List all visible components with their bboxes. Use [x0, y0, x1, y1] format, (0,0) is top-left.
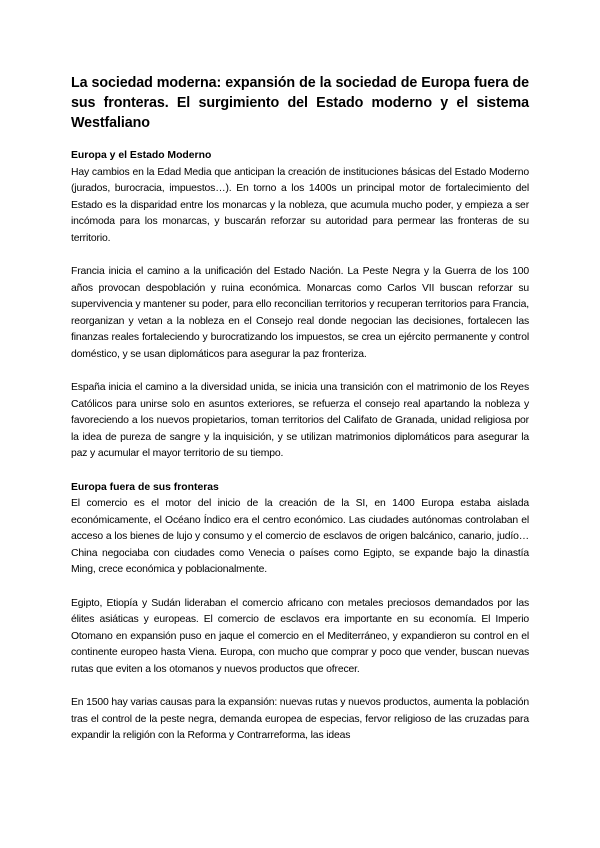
paragraph: En 1500 hay varias causas para la expansión: nuevas rutas y nuevos productos, aumenta la población tras el control de la peste negra, demanda europea de especias, fervor religioso de las cruzadas para expandir la religión con la Reforma y Contrarreforma, las ideas [71, 697, 529, 741]
section-heading: Europa fuera de sus fronteras [71, 481, 219, 493]
paragraph: Egipto, Etiopía y Sudán lideraban el comercio africano con metales preciosos demandados por las élites asiáticas y europeas. El comercio de esclavos era importante en su economía. El Imperio Otomano en expansión puso en jaque el comercio en el Mediterráneo, y expandieron su control en el continente europeo hasta Viena. Europa, con mucho que comprar y poco que vender, buscan nuevas rutas que eviten a los otomanos y nuevos productos que ofrecer. [71, 597, 529, 675]
paragraph: Francia inicia el camino a la unificación del Estado Nación. La Peste Negra y la Guerra de los 100 años provocan despoblación y ruina económica. Monarcas como Carlos VII buscan reforzar su supervivencia y mantener su poder, para ello reconcilian territorios y recuperan territorios para Francia, reorganizan y vetan a la nobleza en el Consejo real donde negocian las decisiones, fortalecen las finanzas reales fortaleciendo y burocratizando los impuestos, se crea un ejército permanente y control doméstico, y se usan diplomáticos para asegurar la paz fronteriza. [71, 266, 529, 360]
paragraph: El comercio es el motor del inicio de la creación de la SI, en 1400 Europa estaba aislada económicamente, el Océano Índico era el centro económico. Las ciudades autónomas controlaban el acceso a los bienes de lujo y consumo y el comercio de esclavos de origen balcánico, canario, judío… China negociaba con ciudades como Venecia o países como Egipto, se expande bajo la dinastía Ming, crece económica y poblacionalmente. [71, 498, 529, 575]
paragraph: España inicia el camino a la diversidad unida, se inicia una transición con el matrimonio de los Reyes Católicos para unirse solo en asuntos exteriores, se refuerza el consejo real apartando la nobleza y favoreciendo a los nuevos propietarios, toman territorios del Califato de Granada, unidad religiosa por la idea de pureza de sangre y la inquisición, y se utilizan matrimonios diplomáticos para asegurar la paz y acumular el mayor territorio de su tiempo. [71, 382, 529, 459]
section-europa-fuera-fronteras [71, 480, 529, 745]
document-title: La sociedad moderna: expansión de la sociedad de Europa fuera de sus fronteras. El surgimiento del Estado moderno y el sistema Westfaliano [71, 75, 529, 131]
section-heading: Europa y el Estado Moderno [71, 150, 212, 161]
document-body [71, 73, 529, 762]
section-europa-estado-moderno [71, 148, 529, 463]
paragraph: Hay cambios en la Edad Media que anticipan la creación de instituciones básicas del Estado Moderno (jurados, burocracia, impuestos…). En torno a los 1400s un principal motor de fortalecimiento del Estado es la disparidad entre los monarcas y la nobleza, que acumula mucho poder, y empieza a ser incómoda para los monarcas, y buscarán reforzar su autoridad para permear las fronteras de su territorio. [71, 166, 529, 244]
